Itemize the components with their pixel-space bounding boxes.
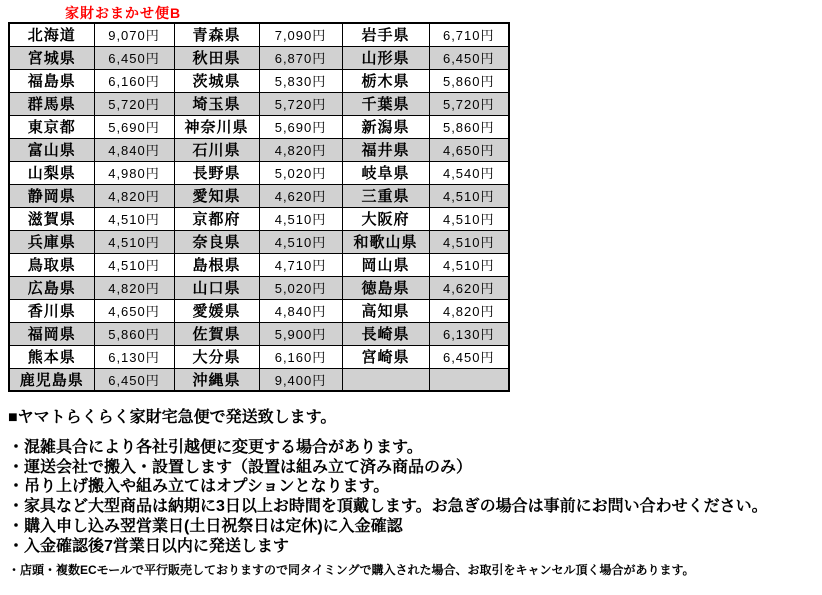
price-cell: 4,540円 [429, 161, 509, 184]
price-cell: 6,450円 [429, 46, 509, 69]
prefecture-cell: 佐賀県 [174, 322, 259, 345]
price-cell: 4,510円 [429, 230, 509, 253]
table-row [9, 230, 509, 253]
price-cell: 5,020円 [259, 161, 342, 184]
prefecture-cell: 愛媛県 [174, 299, 259, 322]
fee-table-body [9, 23, 509, 391]
prefecture-cell: 長崎県 [342, 322, 429, 345]
prefecture-cell: 大阪府 [342, 207, 429, 230]
note-bullet: ・運送会社で搬入・設置します（設置は組み立て済み商品のみ） [8, 458, 473, 476]
price-cell: 5,020円 [259, 276, 342, 299]
price-cell: 5,830円 [259, 69, 342, 92]
table-row [9, 161, 509, 184]
price-cell: 4,820円 [94, 276, 174, 299]
prefecture-cell: 秋田県 [174, 46, 259, 69]
table-row [9, 23, 509, 46]
prefecture-cell: 京都府 [174, 207, 259, 230]
prefecture-cell: 宮崎県 [342, 345, 429, 368]
notes-footnote: ・店頭・複数ECモールで平行販売しておりますので同タイミングで購入された場合、お取引をキャンセル頂く場合があります。 [8, 563, 695, 578]
price-cell: 4,510円 [429, 253, 509, 276]
table-row [9, 207, 509, 230]
note-bullet: ・吊り上げ搬入や組み立てはオプションとなります。 [8, 478, 390, 496]
prefecture-cell: 山形県 [342, 46, 429, 69]
prefecture-cell: 山梨県 [9, 161, 94, 184]
table-row [9, 69, 509, 92]
price-cell: 4,980円 [94, 161, 174, 184]
prefecture-cell: 三重県 [342, 184, 429, 207]
prefecture-cell: 鳥取県 [9, 253, 94, 276]
prefecture-cell: 山口県 [174, 276, 259, 299]
prefecture-cell: 鹿児島県 [9, 368, 94, 391]
prefecture-cell: 岩手県 [342, 23, 429, 46]
price-cell: 5,900円 [259, 322, 342, 345]
note-bullet: ・入金確認後7営業日以内に発送します [8, 537, 289, 555]
note-bullet: ・購入申し込み翌営業日(土日祝祭日は定休)に入金確認 [8, 517, 403, 535]
prefecture-cell: 神奈川県 [174, 115, 259, 138]
price-cell: 7,090円 [259, 23, 342, 46]
price-cell: 4,510円 [94, 207, 174, 230]
price-cell: 4,650円 [94, 299, 174, 322]
price-cell: 5,720円 [259, 92, 342, 115]
table-row [9, 345, 509, 368]
price-cell: 6,450円 [429, 345, 509, 368]
price-cell: 9,070円 [94, 23, 174, 46]
prefecture-cell: 徳島県 [342, 276, 429, 299]
table-row [9, 138, 509, 161]
prefecture-cell: 岐阜県 [342, 161, 429, 184]
price-cell: 4,510円 [259, 207, 342, 230]
prefecture-cell: 埼玉県 [174, 92, 259, 115]
prefecture-cell: 愛知県 [174, 184, 259, 207]
table-row [9, 92, 509, 115]
table-row [9, 46, 509, 69]
shipping-notes [8, 408, 818, 578]
prefecture-cell: 静岡県 [9, 184, 94, 207]
table-row [9, 368, 509, 391]
prefecture-cell: 宮城県 [9, 46, 94, 69]
prefecture-cell: 栃木県 [342, 69, 429, 92]
prefecture-cell: 福岡県 [9, 322, 94, 345]
price-cell: 9,400円 [259, 368, 342, 391]
table-row [9, 299, 509, 322]
prefecture-cell: 滋賀県 [9, 207, 94, 230]
price-cell: 6,160円 [94, 69, 174, 92]
price-cell: 4,820円 [259, 138, 342, 161]
price-cell: 6,160円 [259, 345, 342, 368]
price-cell: 4,510円 [429, 207, 509, 230]
price-cell: 6,130円 [94, 345, 174, 368]
table-row [9, 276, 509, 299]
notes-list [8, 438, 818, 556]
prefecture-cell: 福井県 [342, 138, 429, 161]
price-cell: 5,860円 [94, 322, 174, 345]
price-cell: 4,510円 [94, 230, 174, 253]
price-cell: 5,720円 [429, 92, 509, 115]
price-cell: 5,860円 [429, 69, 509, 92]
table-row [9, 184, 509, 207]
prefecture-cell: 石川県 [174, 138, 259, 161]
price-cell: 4,510円 [259, 230, 342, 253]
price-cell: 5,720円 [94, 92, 174, 115]
fee-table-title: 家財おまかせ便B [65, 5, 182, 21]
note-bullet: ・混雑具合により各社引越便に変更する場合があります。 [8, 439, 423, 456]
prefecture-cell: 茨城県 [174, 69, 259, 92]
notes-heading: ■ヤマトらくらく家財宅急便で発送致します。 [8, 409, 337, 426]
prefecture-cell: 兵庫県 [9, 230, 94, 253]
price-cell: 6,870円 [259, 46, 342, 69]
price-cell: 6,450円 [94, 46, 174, 69]
table-row [9, 322, 509, 345]
price-cell: 4,620円 [259, 184, 342, 207]
table-row [9, 253, 509, 276]
price-cell: 4,820円 [94, 184, 174, 207]
price-cell: 5,690円 [94, 115, 174, 138]
prefecture-cell: 北海道 [9, 23, 94, 46]
prefecture-cell: 熊本県 [9, 345, 94, 368]
price-cell: 4,710円 [259, 253, 342, 276]
price-cell: 4,620円 [429, 276, 509, 299]
prefecture-cell: 長野県 [174, 161, 259, 184]
prefecture-cell: 福島県 [9, 69, 94, 92]
prefecture-cell: 岡山県 [342, 253, 429, 276]
price-cell: 4,650円 [429, 138, 509, 161]
price-cell [429, 368, 509, 391]
prefecture-cell: 島根県 [174, 253, 259, 276]
note-bullet: ・家具など大型商品は納期に3日以上お時間を頂戴します。お急ぎの場合は事前にお問い合わせください。 [8, 498, 768, 516]
prefecture-cell: 富山県 [9, 138, 94, 161]
prefecture-cell: 大分県 [174, 345, 259, 368]
prefecture-cell: 和歌山県 [342, 230, 429, 253]
shipping-fee-table [8, 22, 510, 392]
price-cell: 4,840円 [94, 138, 174, 161]
price-cell: 5,690円 [259, 115, 342, 138]
table-row [9, 115, 509, 138]
price-cell: 4,840円 [259, 299, 342, 322]
price-cell: 6,130円 [429, 322, 509, 345]
prefecture-cell: 広島県 [9, 276, 94, 299]
prefecture-cell: 青森県 [174, 23, 259, 46]
prefecture-cell: 奈良県 [174, 230, 259, 253]
prefecture-cell: 群馬県 [9, 92, 94, 115]
prefecture-cell [342, 368, 429, 391]
price-cell: 4,510円 [429, 184, 509, 207]
price-cell: 6,710円 [429, 23, 509, 46]
prefecture-cell: 東京都 [9, 115, 94, 138]
price-cell: 6,450円 [94, 368, 174, 391]
price-cell: 5,860円 [429, 115, 509, 138]
prefecture-cell: 千葉県 [342, 92, 429, 115]
prefecture-cell: 沖縄県 [174, 368, 259, 391]
price-cell: 4,820円 [429, 299, 509, 322]
price-cell: 4,510円 [94, 253, 174, 276]
prefecture-cell: 高知県 [342, 299, 429, 322]
prefecture-cell: 香川県 [9, 299, 94, 322]
prefecture-cell: 新潟県 [342, 115, 429, 138]
